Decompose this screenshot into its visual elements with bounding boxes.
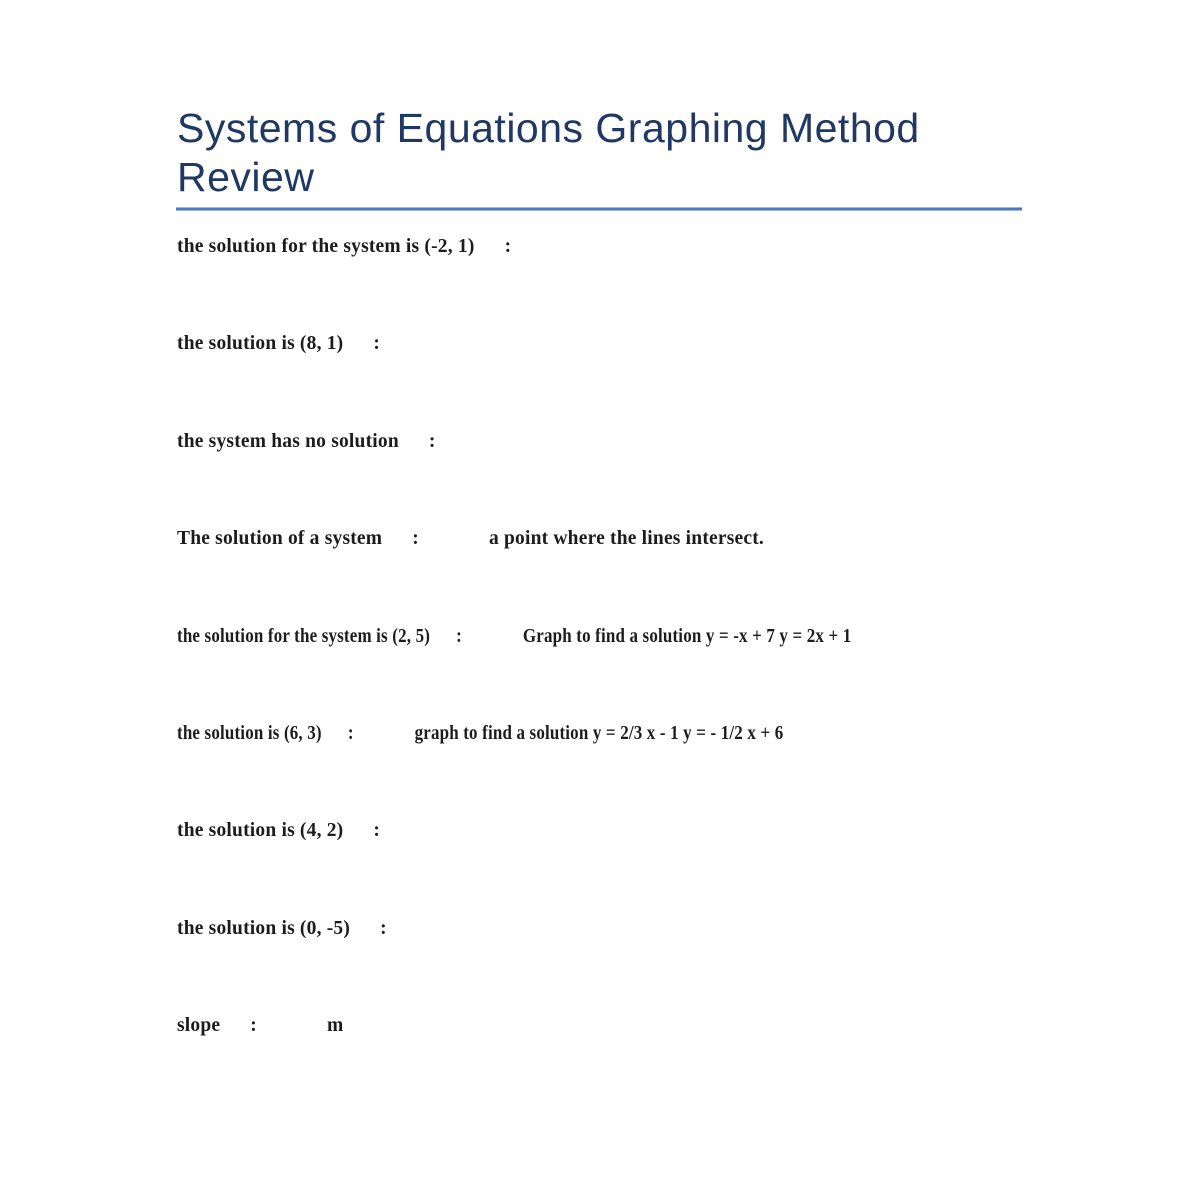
separator-colon: : <box>412 528 419 550</box>
page-title <box>177 104 920 202</box>
term-text: the solution is (4, 2) <box>177 820 344 842</box>
term-text: the solution is (6, 3) <box>177 722 322 744</box>
definition-text: Graph to find a solution y = -x + 7 y = 2x + 1 <box>522 625 852 647</box>
definition-text: m <box>326 1015 344 1037</box>
definition-row <box>177 818 1200 915</box>
separator-colon: : <box>250 1015 257 1037</box>
separator-colon: : <box>504 236 512 257</box>
definition-row <box>177 526 1200 623</box>
term-text: the solution for the system is (-2, 1) <box>177 236 475 257</box>
term-text: the solution is (8, 1) <box>177 333 344 355</box>
definition-row <box>177 624 1067 721</box>
separator-colon: : <box>428 430 436 452</box>
term-text: the solution is (0, -5) <box>177 917 351 939</box>
page-title-line-2: Review <box>177 154 315 200</box>
term-text: slope <box>177 1015 221 1037</box>
separator-colon: : <box>347 722 354 744</box>
definition-row <box>177 721 1067 818</box>
definition-text: a point where the lines intersect. <box>488 528 765 550</box>
definition-row <box>177 916 1200 1013</box>
term-text: The solution of a system <box>177 528 383 550</box>
definition-text: graph to find a solution y = 2/3 x - 1 y = - 1/2 x + 6 <box>414 722 784 744</box>
separator-colon: : <box>373 820 381 842</box>
title-underline-rule <box>176 207 1022 211</box>
separator-colon: : <box>380 917 387 939</box>
separator-colon: : <box>456 625 462 647</box>
separator-colon: : <box>373 333 381 355</box>
definition-row <box>177 234 1200 331</box>
definition-row <box>177 1013 1200 1110</box>
term-text: the solution for the system is (2, 5) <box>177 625 431 647</box>
definition-row <box>177 429 1200 526</box>
term-text: the system has no solution <box>177 430 399 452</box>
definition-list <box>177 234 1200 1111</box>
definition-row <box>177 331 1200 428</box>
page-title-line-1: Systems of Equations Graphing Method <box>177 105 920 151</box>
